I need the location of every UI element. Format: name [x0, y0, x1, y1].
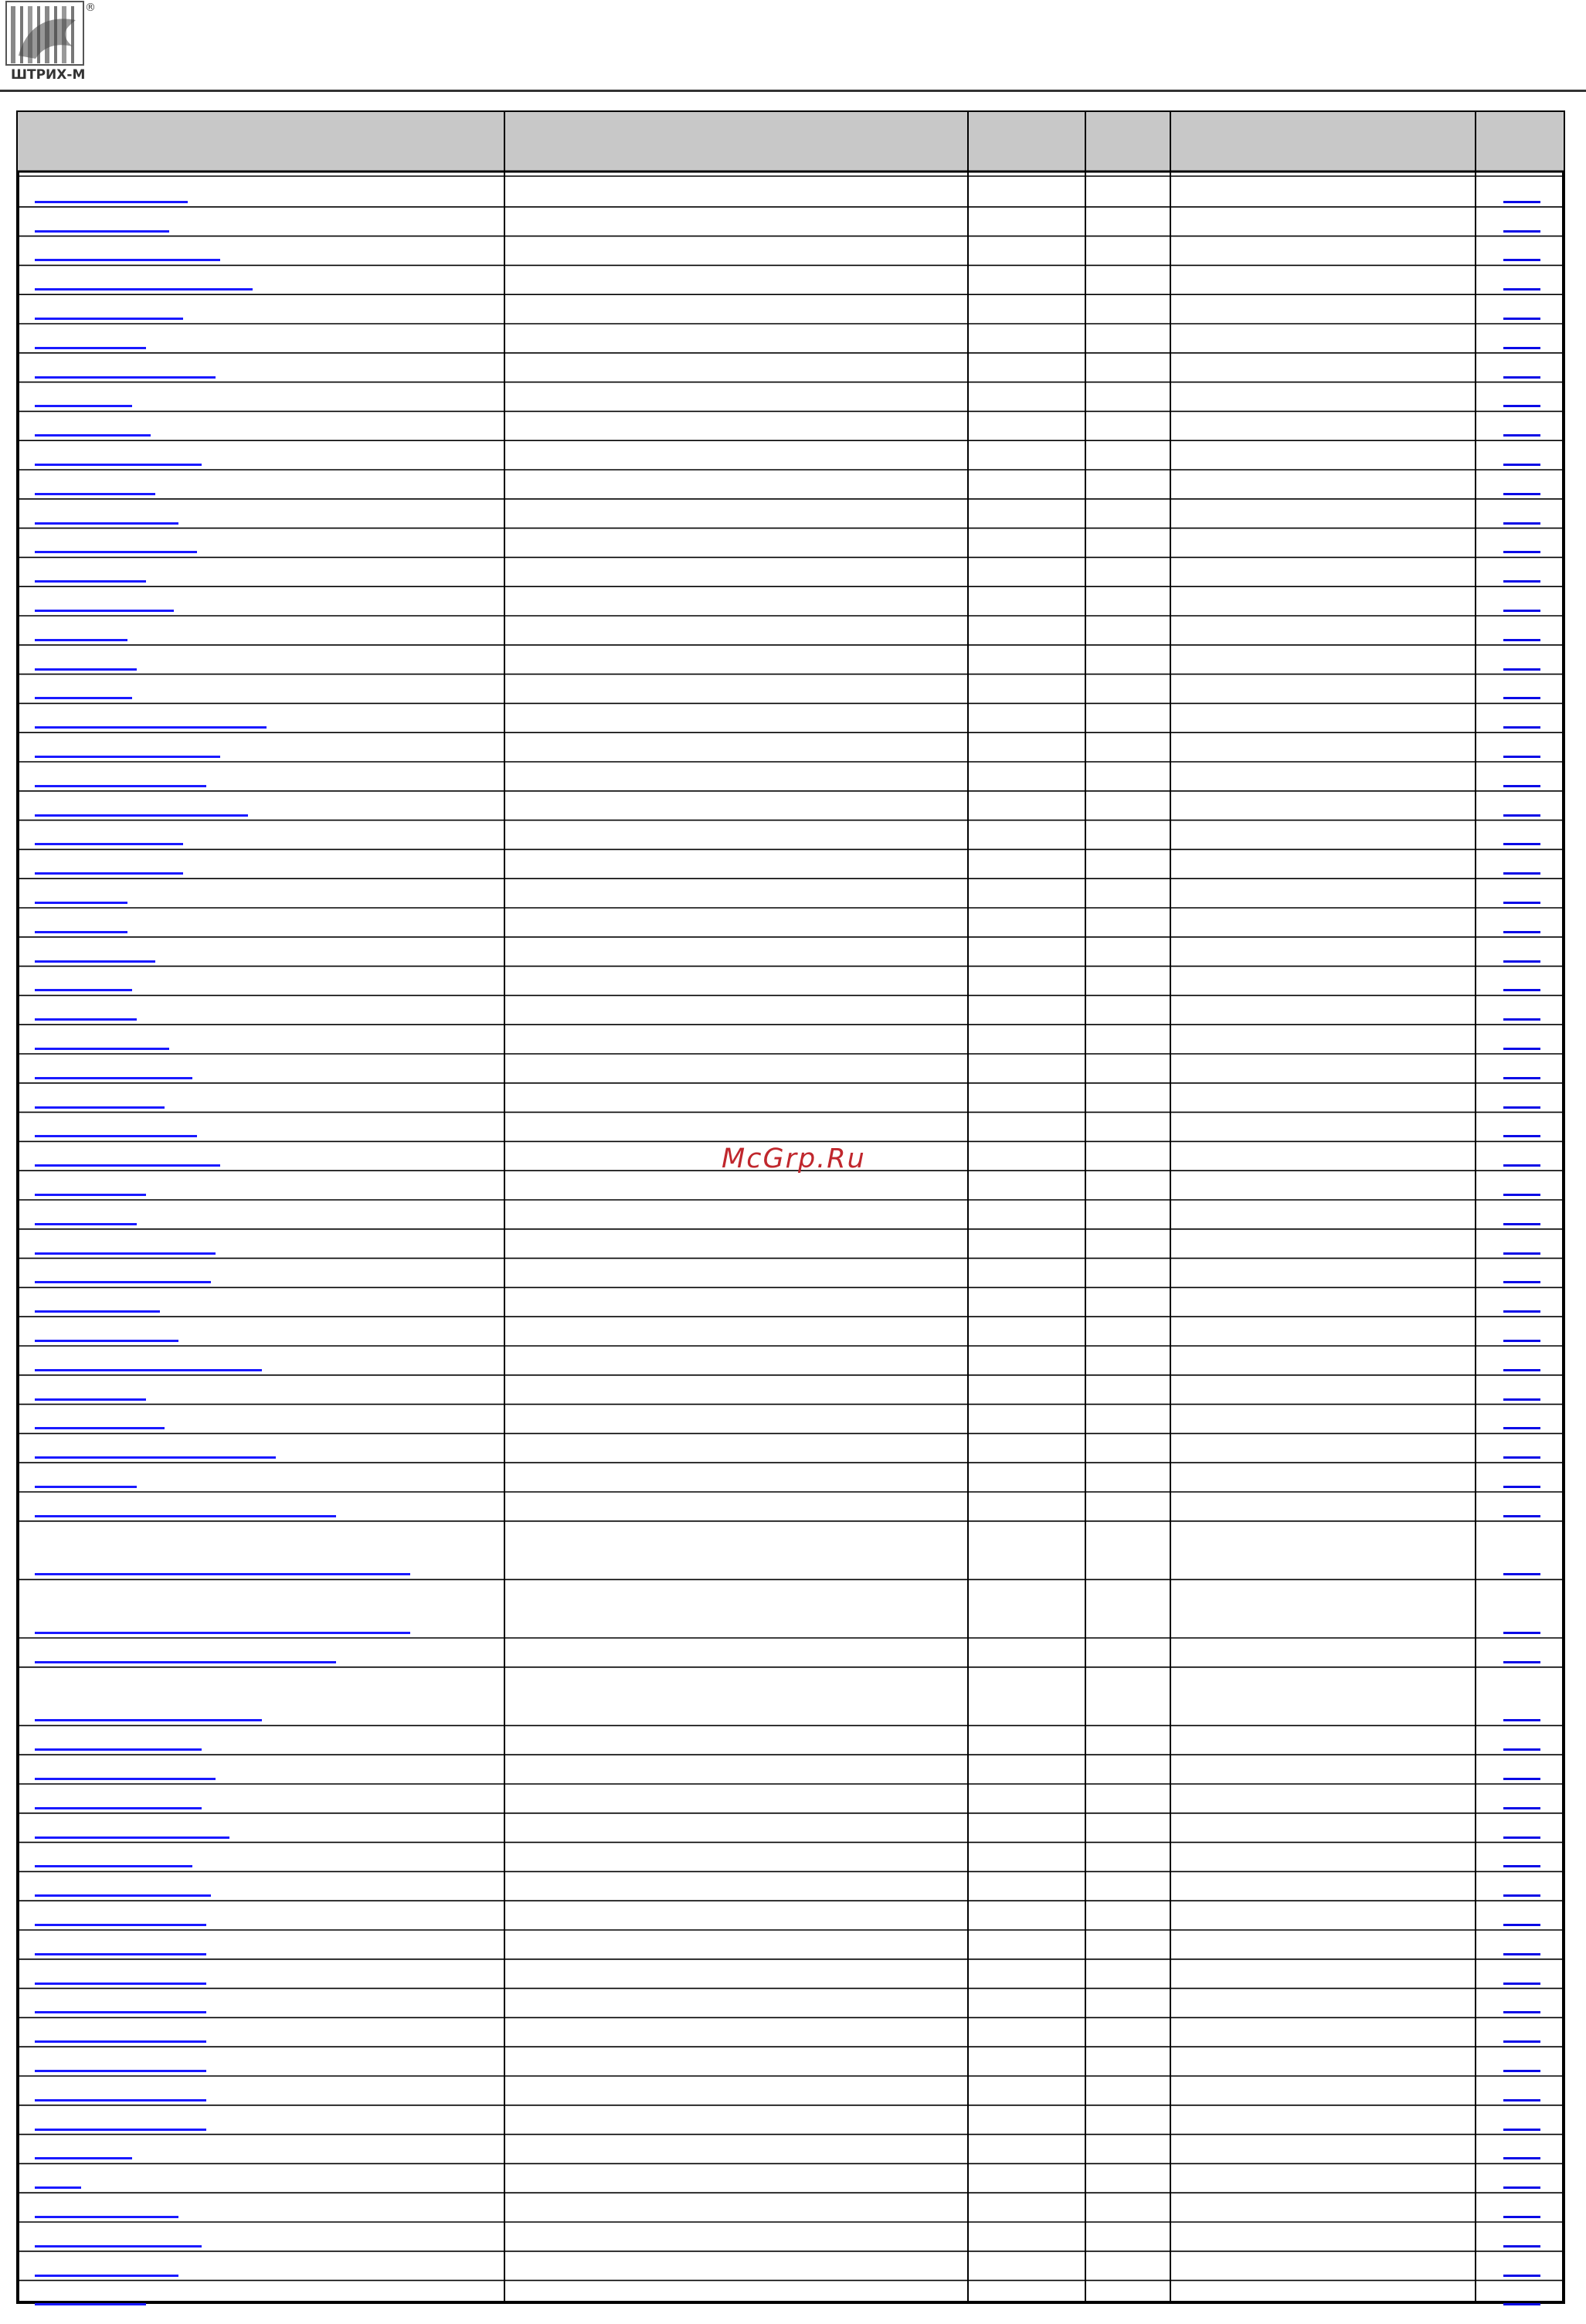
row-name-link[interactable] [35, 318, 183, 320]
row-name-link[interactable] [35, 1252, 216, 1255]
registered-mark: ® [85, 2, 96, 14]
row-name-link[interactable] [35, 1573, 410, 1575]
row-page-link[interactable] [1503, 2216, 1540, 2218]
row-name-link[interactable] [35, 1486, 137, 1488]
row-page-link[interactable] [1503, 1048, 1540, 1050]
row-name-link[interactable] [35, 288, 253, 290]
row-name-link[interactable] [35, 2303, 146, 2305]
watermark-text: McGrp.Ru [722, 1143, 866, 1174]
row-name-link[interactable] [35, 1924, 206, 1926]
row-page-link[interactable] [1503, 405, 1540, 407]
row-name-link[interactable] [35, 610, 174, 612]
row-name-link[interactable] [35, 1661, 336, 1663]
row-name-link[interactable] [35, 1281, 211, 1283]
row-page-link[interactable] [1503, 610, 1540, 612]
row-page-link[interactable] [1503, 1456, 1540, 1459]
brand-name: ШТРИХ-М [11, 67, 86, 83]
row-name-link[interactable] [35, 201, 188, 203]
row-page-link[interactable] [1503, 2275, 1540, 2277]
row-name-link[interactable] [35, 756, 220, 758]
row-name-link[interactable] [35, 697, 132, 699]
row-name-link[interactable] [35, 1077, 192, 1079]
row-page-link[interactable] [1503, 2070, 1540, 2072]
row-name-link[interactable] [35, 259, 220, 261]
row-page-link[interactable] [1503, 1369, 1540, 1371]
row-page-link[interactable] [1503, 1632, 1540, 1634]
table-frame [16, 110, 1565, 2304]
row-name-link[interactable] [35, 1398, 146, 1401]
row-page-link[interactable] [1503, 2245, 1540, 2248]
row-name-link[interactable] [35, 1456, 276, 1459]
row-page-link[interactable] [1503, 1340, 1540, 1342]
row-name-link[interactable] [35, 726, 267, 729]
row-page-link[interactable] [1503, 1836, 1540, 1839]
row-page-link[interactable] [1503, 1310, 1540, 1313]
row-page-link[interactable] [1503, 2040, 1540, 2043]
row-page-link[interactable] [1503, 1106, 1540, 1109]
row-name-link[interactable] [35, 1048, 169, 1050]
row-page-link[interactable] [1503, 2157, 1540, 2159]
row-page-link[interactable] [1503, 1807, 1540, 1809]
row-name-link[interactable] [35, 1632, 410, 1634]
row-page-link[interactable] [1503, 1194, 1540, 1196]
row-page-link[interactable] [1503, 960, 1540, 963]
row-page-link[interactable] [1503, 931, 1540, 933]
row-page-link[interactable] [1503, 785, 1540, 787]
row-page-link[interactable] [1503, 639, 1540, 641]
row-name-link[interactable] [35, 2275, 178, 2277]
row-name-link[interactable] [35, 814, 248, 817]
row-name-link[interactable] [35, 434, 151, 437]
row-name-link[interactable] [35, 1778, 216, 1780]
row-name-link[interactable] [35, 230, 169, 233]
row-name-link[interactable] [35, 2157, 132, 2159]
row-name-link[interactable] [35, 1018, 137, 1021]
row-page-link[interactable] [1503, 872, 1540, 875]
row-name-link[interactable] [35, 2099, 206, 2101]
row-page-link[interactable] [1503, 2129, 1540, 2131]
row-page-link[interactable] [1503, 1748, 1540, 1751]
row-name-link[interactable] [35, 2070, 206, 2072]
row-name-link[interactable] [35, 872, 183, 875]
row-name-link[interactable] [35, 2216, 178, 2218]
row-name-link[interactable] [35, 551, 197, 553]
row-name-link[interactable] [35, 580, 146, 583]
row-page-link[interactable] [1503, 2186, 1540, 2189]
row-page-link[interactable] [1503, 288, 1540, 290]
row-page-link[interactable] [1503, 814, 1540, 817]
row-page-link[interactable] [1503, 522, 1540, 525]
row-name-link[interactable] [35, 1983, 206, 1985]
row-page-link[interactable] [1503, 1427, 1540, 1429]
row-page-link[interactable] [1503, 376, 1540, 379]
row-name-link[interactable] [35, 1515, 336, 1517]
row-name-link[interactable] [35, 464, 202, 466]
row-page-link[interactable] [1503, 697, 1540, 699]
row-page-link[interactable] [1503, 1661, 1540, 1663]
row-name-link[interactable] [35, 1953, 206, 1955]
row-name-link[interactable] [35, 522, 178, 525]
row-page-link[interactable] [1503, 1252, 1540, 1255]
row-page-link[interactable] [1503, 1953, 1540, 1955]
row-name-link[interactable] [35, 1719, 262, 1721]
row-page-link[interactable] [1503, 1281, 1540, 1283]
row-name-link[interactable] [35, 2245, 202, 2248]
row-page-link[interactable] [1503, 2099, 1540, 2101]
row-name-link[interactable] [35, 1106, 165, 1109]
row-page-link[interactable] [1503, 668, 1540, 671]
row-name-link[interactable] [35, 2129, 206, 2131]
row-page-link[interactable] [1503, 464, 1540, 466]
row-page-link[interactable] [1503, 1018, 1540, 1021]
row-name-link[interactable] [35, 1865, 192, 1867]
row-page-link[interactable] [1503, 347, 1540, 349]
row-name-link[interactable] [35, 1223, 137, 1225]
row-page-link[interactable] [1503, 318, 1540, 320]
row-page-link[interactable] [1503, 902, 1540, 904]
row-name-link[interactable] [35, 1369, 262, 1371]
row-page-link[interactable] [1503, 201, 1540, 203]
row-page-link[interactable] [1503, 1486, 1540, 1488]
company-logo [5, 0, 99, 85]
row-name-link[interactable] [35, 405, 132, 407]
row-page-link[interactable] [1503, 1983, 1540, 1985]
row-page-link[interactable] [1503, 1223, 1540, 1225]
row-name-link[interactable] [35, 668, 137, 671]
row-page-link[interactable] [1503, 1398, 1540, 1401]
row-name-link[interactable] [35, 347, 146, 349]
row-name-link[interactable] [35, 639, 127, 641]
row-name-link[interactable] [35, 843, 183, 845]
row-page-link[interactable] [1503, 989, 1540, 991]
row-page-link[interactable] [1503, 1778, 1540, 1780]
row-page-link[interactable] [1503, 551, 1540, 553]
row-page-link[interactable] [1503, 434, 1540, 437]
row-name-link[interactable] [35, 960, 155, 963]
row-page-link[interactable] [1503, 2303, 1540, 2305]
row-page-link[interactable] [1503, 1573, 1540, 1575]
row-page-link[interactable] [1503, 1924, 1540, 1926]
row-name-link[interactable] [35, 493, 155, 495]
row-name-link[interactable] [35, 2011, 206, 2013]
row-name-link[interactable] [35, 1807, 202, 1809]
row-page-link[interactable] [1503, 2011, 1540, 2013]
row-page-link[interactable] [1503, 1719, 1540, 1721]
row-name-link[interactable] [35, 1427, 165, 1429]
row-name-link[interactable] [35, 1340, 178, 1342]
row-page-link[interactable] [1503, 230, 1540, 233]
row-name-link[interactable] [35, 376, 216, 379]
row-name-link[interactable] [35, 2040, 206, 2043]
row-page-link[interactable] [1503, 259, 1540, 261]
row-name-link[interactable] [35, 2186, 81, 2189]
row-page-link[interactable] [1503, 1135, 1540, 1137]
row-page-link[interactable] [1503, 756, 1540, 758]
row-name-link[interactable] [35, 902, 127, 904]
row-name-link[interactable] [35, 1894, 211, 1897]
row-name-link[interactable] [35, 931, 127, 933]
row-page-link[interactable] [1503, 1515, 1540, 1517]
row-page-link[interactable] [1503, 1164, 1540, 1167]
row-name-link[interactable] [35, 1310, 160, 1313]
row-name-link[interactable] [35, 989, 132, 991]
header-rule [0, 90, 1586, 92]
row-page-link[interactable] [1503, 1894, 1540, 1897]
row-name-link[interactable] [35, 1164, 220, 1167]
row-name-link[interactable] [35, 785, 206, 787]
row-name-link[interactable] [35, 1836, 229, 1839]
row-page-link[interactable] [1503, 843, 1540, 845]
row-page-link[interactable] [1503, 1865, 1540, 1867]
row-page-link[interactable] [1503, 493, 1540, 495]
row-page-link[interactable] [1503, 1077, 1540, 1079]
row-name-link[interactable] [35, 1135, 197, 1137]
row-page-link[interactable] [1503, 726, 1540, 729]
row-name-link[interactable] [35, 1748, 202, 1751]
zebra-logo-icon [6, 2, 83, 65]
row-name-link[interactable] [35, 1194, 146, 1196]
row-page-link[interactable] [1503, 580, 1540, 583]
